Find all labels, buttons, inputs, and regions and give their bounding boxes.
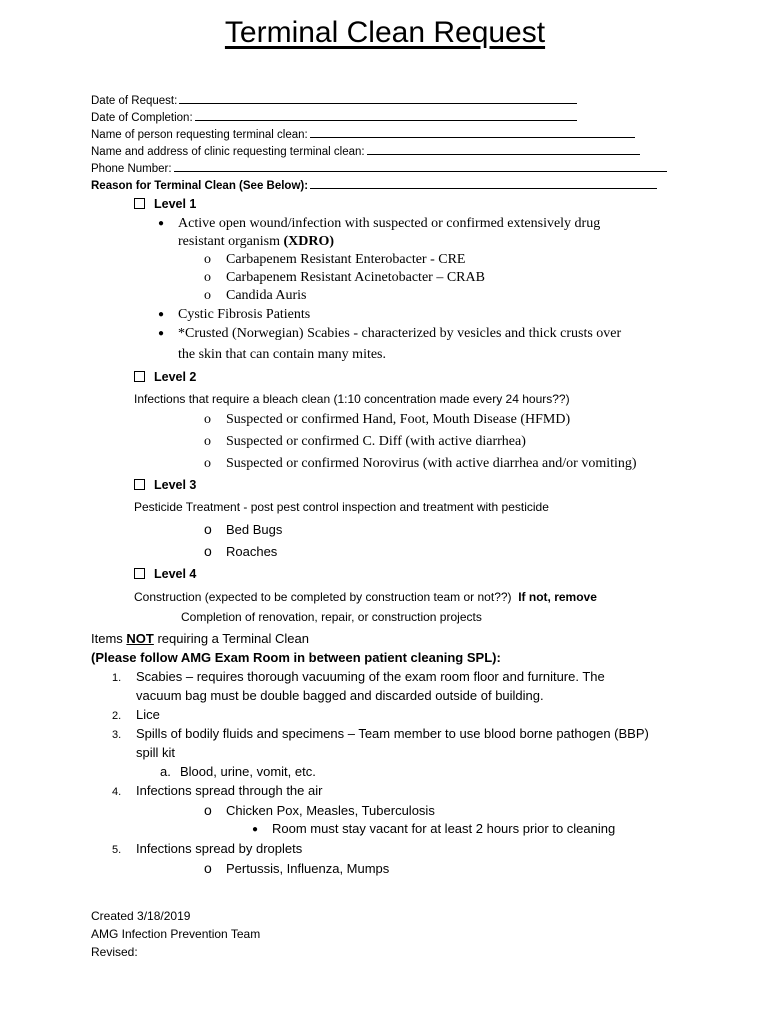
level-1-checkbox[interactable]: [134, 198, 145, 209]
level-2-sub-1: [204, 412, 570, 428]
not-required-item-2: [112, 707, 160, 722]
circle-bullet-icon: o: [204, 521, 212, 537]
level-4-option[interactable]: [134, 567, 196, 581]
date-of-request-line[interactable]: [179, 93, 577, 104]
not-required-item-4-sub: [204, 802, 435, 818]
phone-line[interactable]: [174, 161, 667, 172]
date-of-completion-line[interactable]: [195, 110, 577, 121]
level-3-label: Level 3: [154, 478, 197, 492]
level-2-sub-2: [204, 434, 526, 450]
circle-bullet-icon: o: [204, 412, 211, 427]
reason-label: Reason for Terminal Clean (See Below):: [91, 180, 309, 192]
phone-label: Phone Number:: [91, 163, 172, 175]
not-required-item-4: [112, 783, 322, 798]
date-of-completion-label: Date of Completion:: [91, 112, 193, 124]
item-number: 2.: [112, 710, 122, 722]
clinic-field[interactable]: [91, 144, 640, 158]
level-2-checkbox[interactable]: [134, 371, 145, 382]
level-3-sub-2: [204, 543, 277, 559]
not-required-item-1: [112, 669, 605, 684]
level-4-description: [134, 590, 597, 604]
circle-bullet-icon: o: [204, 860, 212, 876]
page-title: Terminal Clean Request: [224, 16, 546, 49]
date-of-request-field[interactable]: [91, 93, 577, 107]
not-required-subheading: (Please follow AMG Exam Room in between patient cleaning SPL):: [91, 650, 501, 665]
reason-field[interactable]: [91, 178, 657, 192]
clinic-line[interactable]: [367, 144, 640, 155]
level-1-bullet-3: [158, 326, 621, 342]
bullet-icon: ●: [158, 309, 165, 320]
not-required-item-5-sub: [204, 860, 389, 876]
level-2-sub-1-text: Suspected or confirmed Hand, Foot, Mouth Disease (HFMD): [226, 412, 571, 427]
bullet-icon: ●: [158, 328, 165, 339]
not-required-item-5-text: Infections spread by droplets: [136, 841, 303, 856]
level-4-label: Level 4: [154, 567, 197, 581]
item-number: 3.: [112, 729, 122, 741]
date-of-request-label: Date of Request:: [91, 95, 178, 107]
level-4-remove-note: If not, remove: [518, 590, 597, 604]
circle-bullet-icon: o: [204, 288, 211, 303]
clinic-label: Name and address of clinic requesting terminal clean:: [91, 146, 365, 158]
level-1-sub-3-text: Candida Auris: [226, 288, 307, 303]
level-1-bullet-3-text: *Crusted (Norwegian) Scabies - characterized by vesicles and thick crusts over: [178, 326, 622, 341]
level-1-bullet-1-text-2: resistant organism: [178, 234, 284, 249]
reason-line[interactable]: [310, 178, 657, 189]
level-1-option[interactable]: [134, 197, 196, 211]
level-2-sub-3: [204, 456, 637, 472]
circle-bullet-icon: o: [204, 434, 211, 449]
item-number: 4.: [112, 786, 122, 798]
not-required-item-4-text: Infections spread through the air: [136, 783, 323, 798]
sub-item-letter: a.: [160, 764, 171, 779]
item-number: 1.: [112, 672, 122, 684]
level-1-bullet-1: [158, 216, 600, 232]
level-3-checkbox[interactable]: [134, 479, 145, 490]
not-required-item-1-cont: vacuum bag must be double bagged and discarded outside of building.: [136, 688, 544, 703]
not-required-item-3: [112, 726, 649, 741]
level-1-sub-2: [204, 270, 485, 286]
footer-team: AMG Infection Prevention Team: [91, 927, 261, 941]
level-1-sub-2-text: Carbapenem Resistant Acinetobacter – CRAB: [226, 270, 485, 285]
requester-name-field[interactable]: [91, 127, 635, 141]
level-3-sub-1: [204, 521, 282, 537]
not-required-item-3-cont: spill kit: [136, 745, 176, 760]
level-1-sub-3: [204, 288, 307, 304]
not-required-item-2-text: Lice: [136, 707, 160, 722]
date-of-completion-field[interactable]: [91, 110, 577, 124]
not-required-item-3-text: Spills of bodily fluids and specimens – Team member to use blood borne pathogen (BBP): [136, 726, 649, 741]
circle-bullet-icon: o: [204, 802, 212, 818]
level-3-sub-2-text: Roaches: [226, 544, 278, 559]
circle-bullet-icon: o: [204, 456, 211, 471]
level-1-bullet-3-cont: the skin that can contain many mites.: [178, 347, 387, 362]
requester-name-line[interactable]: [310, 127, 635, 138]
level-3-option[interactable]: [134, 478, 196, 492]
not-emphasis: NOT: [126, 631, 154, 646]
level-4-description-text: Construction (expected to be completed by construction team or not??): [134, 590, 512, 604]
footer-revised: Revised:: [91, 945, 138, 959]
level-4-checkbox[interactable]: [134, 568, 145, 579]
not-required-item-1-text: Scabies – requires thorough vacuuming of the exam room floor and furniture. The: [136, 669, 605, 684]
bullet-icon: ●: [252, 824, 259, 835]
not-required-heading-post: requiring a Terminal Clean: [153, 631, 309, 646]
not-required-item-5: [112, 841, 302, 856]
level-3-sub-1-text: Bed Bugs: [226, 522, 283, 537]
not-required-heading: [91, 631, 309, 646]
level-2-sub-3-text: Suspected or confirmed Norovirus (with active diarrhea and/or vomiting): [226, 456, 637, 471]
not-required-item-5-sub-text: Pertussis, Influenza, Mumps: [226, 861, 390, 876]
level-2-option[interactable]: [134, 370, 196, 384]
level-2-sub-2-text: Suspected or confirmed C. Diff (with active diarrhea): [226, 434, 526, 449]
xdro-label: (XDRO): [283, 234, 335, 249]
bullet-icon: ●: [158, 218, 165, 229]
phone-field[interactable]: [91, 161, 667, 175]
not-required-heading-pre: Items: [91, 631, 127, 646]
level-1-bullet-2-text: Cystic Fibrosis Patients: [178, 307, 311, 322]
not-required-item-4-sub-2: [252, 821, 615, 836]
item-number: 5.: [112, 844, 122, 856]
not-required-item-3a-text: Blood, urine, vomit, etc.: [180, 764, 316, 779]
not-required-item-4-sub-text: Chicken Pox, Measles, Tuberculosis: [226, 803, 435, 818]
level-3-description: Pesticide Treatment - post pest control inspection and treatment with pesticide: [134, 500, 549, 514]
level-2-description: Infections that require a bleach clean (1:10 concentration made every 24 hours??): [134, 392, 570, 406]
level-1-bullet-1-cont: [178, 234, 334, 250]
footer-created: Created 3/18/2019: [91, 909, 191, 923]
not-required-item-3a: [160, 764, 316, 779]
not-required-item-4-sub-2-text: Room must stay vacant for at least 2 hours prior to cleaning: [272, 821, 616, 836]
circle-bullet-icon: o: [204, 543, 212, 559]
circle-bullet-icon: o: [204, 252, 211, 267]
level-1-sub-1-text: Carbapenem Resistant Enterobacter - CRE: [226, 252, 466, 267]
level-4-description-2: Completion of renovation, repair, or construction projects: [181, 610, 482, 624]
level-1-label: Level 1: [154, 197, 197, 211]
level-2-label: Level 2: [154, 370, 197, 384]
circle-bullet-icon: o: [204, 270, 211, 285]
level-1-bullet-2: [158, 307, 310, 323]
level-1-sub-1: [204, 252, 465, 268]
level-1-bullet-1-text: Active open wound/infection with suspected or confirmed extensively drug: [178, 216, 601, 231]
requester-name-label: Name of person requesting terminal clean:: [91, 129, 308, 141]
